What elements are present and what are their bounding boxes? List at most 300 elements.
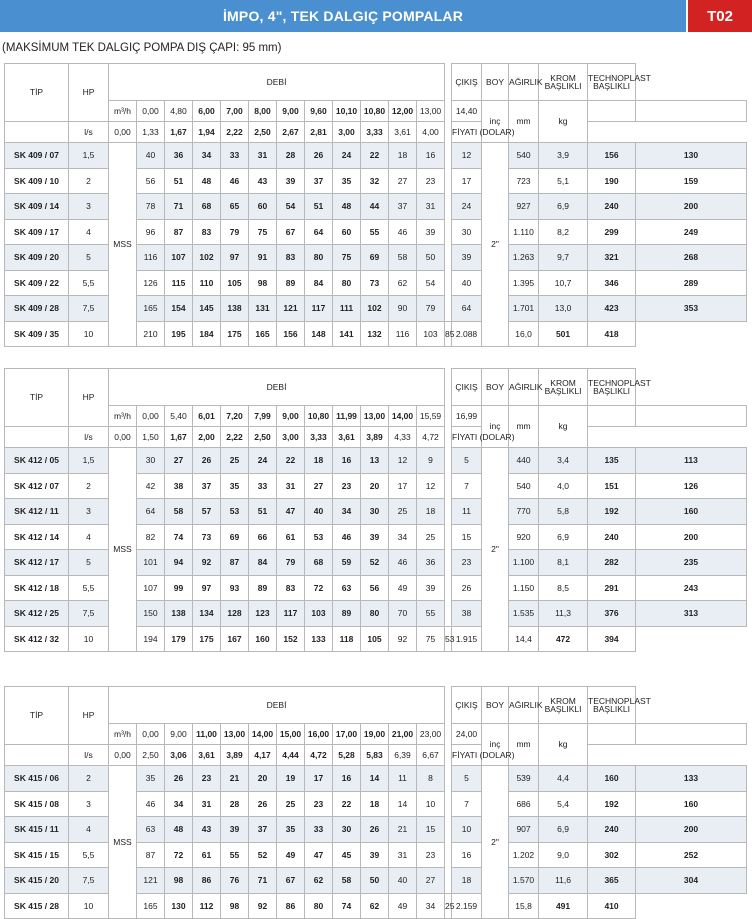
flow-m3h-row — [5, 724, 747, 745]
price-techno: 160 — [636, 499, 747, 525]
price-krom: 299 — [588, 219, 636, 245]
head-value: 49 — [389, 893, 417, 919]
flow-m3h-value: 6,00 — [193, 101, 221, 122]
pump-weight: 5,8 — [539, 499, 588, 525]
head-value: 48 — [193, 168, 221, 194]
flow-m3h-value: 14,00 — [249, 724, 277, 745]
pump-length: 927 — [509, 194, 539, 220]
flow-ls-value: 2,50 — [249, 122, 277, 143]
head-value: 141 — [333, 321, 361, 347]
flow-m3h-value: 4,80 — [165, 101, 193, 122]
head-value: 89 — [277, 270, 305, 296]
head-value: 25 — [389, 499, 417, 525]
price-techno: 418 — [588, 321, 636, 347]
price-techno: 160 — [636, 791, 747, 817]
head-value: 30 — [333, 817, 361, 843]
head-value: 18 — [417, 499, 445, 525]
ls-unit: l/s — [69, 427, 109, 448]
head-value: 60 — [249, 194, 277, 220]
pump-hp: 5 — [69, 245, 109, 271]
head-value: 126 — [137, 270, 165, 296]
pump-hp: 4 — [69, 524, 109, 550]
flow-m3h-value: 11,99 — [333, 406, 361, 427]
head-value: 89 — [333, 601, 361, 627]
head-value: 98 — [249, 270, 277, 296]
price-techno: 126 — [636, 473, 747, 499]
head-value: 38 — [452, 601, 482, 627]
head-value: 39 — [277, 168, 305, 194]
head-value: 131 — [249, 296, 277, 322]
tip-header: TİP — [5, 687, 69, 745]
price-techno: 353 — [636, 296, 747, 322]
pump-weight: 16,0 — [509, 321, 539, 347]
head-value: 76 — [221, 868, 249, 894]
head-value: 18 — [389, 143, 417, 169]
pump-hp: 5,5 — [69, 842, 109, 868]
flow-m3h-value: 14,00 — [389, 406, 417, 427]
pump-model: SK 409 / 10 — [5, 168, 69, 194]
cikis-header: ÇIKIŞ — [452, 687, 482, 724]
pump-model: SK 415 / 20 — [5, 868, 69, 894]
head-value: 116 — [389, 321, 417, 347]
head-value: 46 — [389, 550, 417, 576]
price-techno: 410 — [588, 893, 636, 919]
head-value: 86 — [277, 893, 305, 919]
head-value: 79 — [417, 296, 445, 322]
head-value: 165 — [249, 321, 277, 347]
flow-ls-value: 3,33 — [305, 427, 333, 448]
head-value: 98 — [221, 893, 249, 919]
head-value: 121 — [277, 296, 305, 322]
head-value: 54 — [417, 270, 445, 296]
flow-m3h-value: 19,00 — [361, 724, 389, 745]
head-value: 92 — [249, 893, 277, 919]
head-value: 194 — [137, 626, 165, 652]
head-value: 97 — [193, 575, 221, 601]
head-value: 69 — [361, 245, 389, 271]
price-techno: 159 — [636, 168, 747, 194]
head-value: 68 — [193, 194, 221, 220]
head-value: 26 — [452, 575, 482, 601]
head-value: 83 — [193, 219, 221, 245]
head-value: 33 — [221, 143, 249, 169]
head-value: 53 — [221, 499, 249, 525]
head-value: 37 — [389, 194, 417, 220]
pump-length: 907 — [509, 817, 539, 843]
head-value: 17 — [305, 766, 333, 792]
head-value: 86 — [193, 868, 221, 894]
head-value: 51 — [305, 194, 333, 220]
flow-m3h-value: 16,99 — [452, 406, 482, 427]
head-value: 18 — [361, 791, 389, 817]
head-value: 39 — [361, 842, 389, 868]
flow-m3h-value: 10,80 — [305, 406, 333, 427]
pump-model: SK 412 / 14 — [5, 524, 69, 550]
price-techno: 130 — [636, 143, 747, 169]
pump-length: 1.535 — [509, 601, 539, 627]
head-value: 112 — [193, 893, 221, 919]
head-value: 40 — [305, 499, 333, 525]
flow-ls-value: 2,22 — [221, 122, 249, 143]
pump-model: SK 415 / 15 — [5, 842, 69, 868]
head-value: 42 — [137, 473, 165, 499]
head-value: 25 — [417, 524, 445, 550]
head-value: 26 — [305, 143, 333, 169]
head-value: 34 — [193, 143, 221, 169]
head-value: 56 — [361, 575, 389, 601]
price-techno: 200 — [636, 817, 747, 843]
agirlik-header: AĞIRLIK — [509, 64, 539, 101]
head-value: 33 — [305, 817, 333, 843]
price-krom: 376 — [588, 601, 636, 627]
boy-header: BOY — [482, 64, 509, 101]
head-value: 45 — [333, 842, 361, 868]
head-value: 16 — [452, 842, 482, 868]
spacer-cell — [445, 687, 452, 894]
head-value: 152 — [277, 626, 305, 652]
head-value: 43 — [193, 817, 221, 843]
head-value: 89 — [249, 575, 277, 601]
tip-unit-spacer — [5, 122, 69, 143]
pump-weight: 6,9 — [539, 524, 588, 550]
flow-ls-value: 4,00 — [417, 122, 445, 143]
flow-ls-value: 4,72 — [417, 427, 445, 448]
flow-m3h-value: 17,00 — [333, 724, 361, 745]
flow-ls-value: 2,50 — [249, 427, 277, 448]
head-value: 34 — [165, 791, 193, 817]
head-value: 19 — [277, 766, 305, 792]
head-value: 154 — [165, 296, 193, 322]
head-value: 67 — [277, 868, 305, 894]
head-value: 37 — [193, 473, 221, 499]
tip-unit-spacer — [5, 427, 69, 448]
head-value: 61 — [277, 524, 305, 550]
flow-ls-value: 3,89 — [361, 427, 389, 448]
pump-model: SK 412 / 07 — [5, 473, 69, 499]
fiyat-header: FİYATI (DOLAR) — [452, 745, 509, 766]
pump-length: 1.202 — [509, 842, 539, 868]
price-techno: 200 — [636, 194, 747, 220]
flow-ls-value: 0,00 — [109, 745, 137, 766]
head-value: 44 — [361, 194, 389, 220]
head-value: 175 — [193, 626, 221, 652]
flow-m3h-value: 0,00 — [137, 406, 165, 427]
head-value: 165 — [137, 893, 165, 919]
flow-m3h-value: 13,00 — [221, 724, 249, 745]
pump-weight: 6,9 — [539, 194, 588, 220]
head-value: 47 — [277, 499, 305, 525]
flow-ls-value: 3,61 — [333, 427, 361, 448]
head-value: 51 — [249, 499, 277, 525]
head-value: 49 — [389, 575, 417, 601]
head-value: 175 — [221, 321, 249, 347]
head-value: 24 — [249, 448, 277, 474]
head-value: 165 — [137, 296, 165, 322]
flow-m3h-value: 0,00 — [137, 101, 165, 122]
head-value: 16 — [417, 143, 445, 169]
price-techno: 235 — [636, 550, 747, 576]
price-krom: 302 — [588, 842, 636, 868]
head-value: 36 — [165, 143, 193, 169]
head-value: 52 — [249, 842, 277, 868]
pump-length: 1.395 — [509, 270, 539, 296]
head-value: 62 — [389, 270, 417, 296]
price-techno: 113 — [636, 448, 747, 474]
flow-ls-value: 1,67 — [165, 427, 193, 448]
pump-hp: 5,5 — [69, 270, 109, 296]
head-value: 46 — [333, 524, 361, 550]
head-value: 35 — [137, 766, 165, 792]
pump-hp: 5,5 — [69, 575, 109, 601]
head-value: 128 — [221, 601, 249, 627]
head-value: 24 — [333, 143, 361, 169]
krom-header: KROM BAŞLIKLI — [539, 687, 588, 724]
head-value: 64 — [137, 499, 165, 525]
pump-model: SK 409 / 20 — [5, 245, 69, 271]
price-krom: 240 — [588, 194, 636, 220]
head-value: 12 — [389, 448, 417, 474]
head-value: 43 — [249, 168, 277, 194]
price-krom: 151 — [588, 473, 636, 499]
head-value: 97 — [221, 245, 249, 271]
flow-ls-value: 2,81 — [305, 122, 333, 143]
flow-m3h-row — [5, 406, 747, 427]
flow-m3h-value: 21,00 — [389, 724, 417, 745]
head-value: 107 — [165, 245, 193, 271]
head-value: 34 — [333, 499, 361, 525]
flow-ls-value: 3,89 — [221, 745, 249, 766]
head-value: 105 — [221, 270, 249, 296]
pump-weight: 9,0 — [539, 842, 588, 868]
head-value: 8 — [417, 766, 445, 792]
head-value: 107 — [137, 575, 165, 601]
hp-header: HP — [69, 687, 109, 745]
cikis-value: 2" — [482, 448, 509, 652]
head-value: 72 — [165, 842, 193, 868]
head-value: 40 — [137, 143, 165, 169]
price-techno: 313 — [636, 601, 747, 627]
head-value: 22 — [361, 143, 389, 169]
pump-model: SK 415 / 08 — [5, 791, 69, 817]
pump-model: SK 412 / 32 — [5, 626, 69, 652]
head-value: 148 — [305, 321, 333, 347]
head-value: 111 — [333, 296, 361, 322]
flow-m3h-value: 9,00 — [277, 406, 305, 427]
head-value: 121 — [137, 868, 165, 894]
flow-ls-value: 5,28 — [333, 745, 361, 766]
head-value: 101 — [137, 550, 165, 576]
head-value: 16 — [333, 766, 361, 792]
flow-m3h-row — [5, 101, 747, 122]
head-value: 110 — [193, 270, 221, 296]
head-value: 65 — [221, 194, 249, 220]
techno-header: TECHNOPLAST BAŞLIKLI — [588, 687, 636, 724]
pump-hp: 3 — [69, 499, 109, 525]
flow-ls-row — [5, 745, 747, 766]
pump-length: 723 — [509, 168, 539, 194]
price-techno: 252 — [636, 842, 747, 868]
pump-length: 1.263 — [509, 245, 539, 271]
head-value: 46 — [389, 219, 417, 245]
flow-ls-value: 3,61 — [389, 122, 417, 143]
flow-ls-value: 5,83 — [361, 745, 389, 766]
boy-header: BOY — [482, 687, 509, 724]
flow-ls-value: 4,17 — [249, 745, 277, 766]
price-krom: 192 — [588, 499, 636, 525]
pump-weight: 4,0 — [539, 473, 588, 499]
pump-length: 770 — [509, 499, 539, 525]
head-value: 54 — [277, 194, 305, 220]
head-value: 21 — [389, 817, 417, 843]
price-krom: 291 — [588, 575, 636, 601]
flow-m3h-value: 7,00 — [221, 101, 249, 122]
pump-length: 1.570 — [509, 868, 539, 894]
flow-m3h-value: 13,00 — [417, 101, 445, 122]
mss-unit: MSS — [109, 766, 137, 919]
pump-hp: 2 — [69, 473, 109, 499]
flow-ls-value: 2,67 — [277, 122, 305, 143]
head-value: 87 — [165, 219, 193, 245]
head-value: 94 — [165, 550, 193, 576]
head-value: 33 — [249, 473, 277, 499]
price-krom: 240 — [588, 524, 636, 550]
head-value: 68 — [305, 550, 333, 576]
head-value: 80 — [305, 245, 333, 271]
debi-header: DEBİ — [109, 64, 445, 101]
price-krom: 321 — [588, 245, 636, 271]
price-techno: 133 — [636, 766, 747, 792]
head-value: 91 — [249, 245, 277, 271]
head-value: 30 — [137, 448, 165, 474]
head-value: 49 — [277, 842, 305, 868]
krom-header: KROM BAŞLIKLI — [539, 369, 588, 406]
flow-ls-value: 3,00 — [333, 122, 361, 143]
head-value: 73 — [361, 270, 389, 296]
head-value: 92 — [193, 550, 221, 576]
head-value: 87 — [221, 550, 249, 576]
head-value: 48 — [165, 817, 193, 843]
pump-hp: 7,5 — [69, 601, 109, 627]
head-value: 56 — [137, 168, 165, 194]
m3h-unit: m³/h — [109, 724, 137, 745]
boy-header: BOY — [482, 369, 509, 406]
price-techno: 243 — [636, 575, 747, 601]
head-value: 74 — [333, 893, 361, 919]
techno-unit-spacer — [636, 724, 747, 745]
header-row — [5, 687, 747, 724]
page-code-badge: T02 — [688, 0, 752, 32]
pump-model: SK 409 / 28 — [5, 296, 69, 322]
head-value: 80 — [305, 893, 333, 919]
head-value: 16 — [333, 448, 361, 474]
cikis-value: 2" — [482, 766, 509, 919]
head-value: 23 — [417, 842, 445, 868]
flow-m3h-value: 16,00 — [305, 724, 333, 745]
pump-weight: 5,1 — [539, 168, 588, 194]
head-value: 130 — [165, 893, 193, 919]
flow-ls-value: 0,00 — [109, 122, 137, 143]
agirlik-header: AĞIRLIK — [509, 369, 539, 406]
head-value: 47 — [305, 842, 333, 868]
krom-unit-spacer — [588, 724, 636, 745]
price-krom: 135 — [588, 448, 636, 474]
head-value: 28 — [277, 143, 305, 169]
header-row — [5, 369, 747, 406]
head-value: 13 — [361, 448, 389, 474]
head-value: 53 — [305, 524, 333, 550]
flow-ls-value: 0,00 — [109, 427, 137, 448]
pump-hp: 3 — [69, 194, 109, 220]
head-value: 74 — [165, 524, 193, 550]
head-value: 31 — [277, 473, 305, 499]
head-value: 12 — [417, 473, 445, 499]
pump-length: 920 — [509, 524, 539, 550]
pump-model: SK 412 / 17 — [5, 550, 69, 576]
price-krom: 190 — [588, 168, 636, 194]
head-value: 62 — [305, 868, 333, 894]
tip-header: TİP — [5, 64, 69, 122]
head-value: 34 — [389, 524, 417, 550]
header-row — [5, 64, 747, 101]
head-value: 66 — [249, 524, 277, 550]
head-value: 150 — [137, 601, 165, 627]
head-value: 20 — [361, 473, 389, 499]
pump-length: 540 — [509, 473, 539, 499]
price-krom: 240 — [588, 817, 636, 843]
head-value: 35 — [333, 168, 361, 194]
flow-m3h-value: 12,00 — [389, 101, 417, 122]
techno-unit-spacer — [636, 406, 747, 427]
hp-header: HP — [69, 64, 109, 122]
flow-m3h-value: 10,80 — [361, 101, 389, 122]
head-value: 12 — [452, 143, 482, 169]
head-value: 5 — [452, 766, 482, 792]
fiyat-header: FİYATI (DOLAR) — [452, 122, 509, 143]
cikis-value: 2" — [482, 143, 509, 347]
head-value: 145 — [193, 296, 221, 322]
head-value: 98 — [165, 868, 193, 894]
head-value: 23 — [452, 550, 482, 576]
flow-m3h-value: 7,99 — [249, 406, 277, 427]
head-value: 85 — [445, 321, 452, 347]
price-krom: 160 — [588, 766, 636, 792]
pump-model: SK 412 / 25 — [5, 601, 69, 627]
pump-table-sk415 — [4, 686, 747, 919]
head-value: 80 — [333, 270, 361, 296]
head-value: 93 — [221, 575, 249, 601]
pump-hp: 10 — [69, 893, 109, 919]
head-value: 138 — [165, 601, 193, 627]
head-value: 53 — [445, 626, 452, 652]
flow-m3h-value: 15,00 — [277, 724, 305, 745]
pump-model: SK 415 / 11 — [5, 817, 69, 843]
head-value: 64 — [452, 296, 482, 322]
head-value: 55 — [417, 601, 445, 627]
head-value: 118 — [333, 626, 361, 652]
head-value: 25 — [277, 791, 305, 817]
tip-unit-spacer — [5, 745, 69, 766]
head-value: 99 — [165, 575, 193, 601]
head-value: 22 — [333, 791, 361, 817]
head-value: 23 — [333, 473, 361, 499]
head-value: 34 — [417, 893, 445, 919]
head-value: 22 — [277, 448, 305, 474]
inc-unit: inç — [482, 406, 509, 448]
head-value: 75 — [333, 245, 361, 271]
flow-ls-row — [5, 427, 747, 448]
pump-model: SK 409 / 14 — [5, 194, 69, 220]
head-value: 79 — [221, 219, 249, 245]
